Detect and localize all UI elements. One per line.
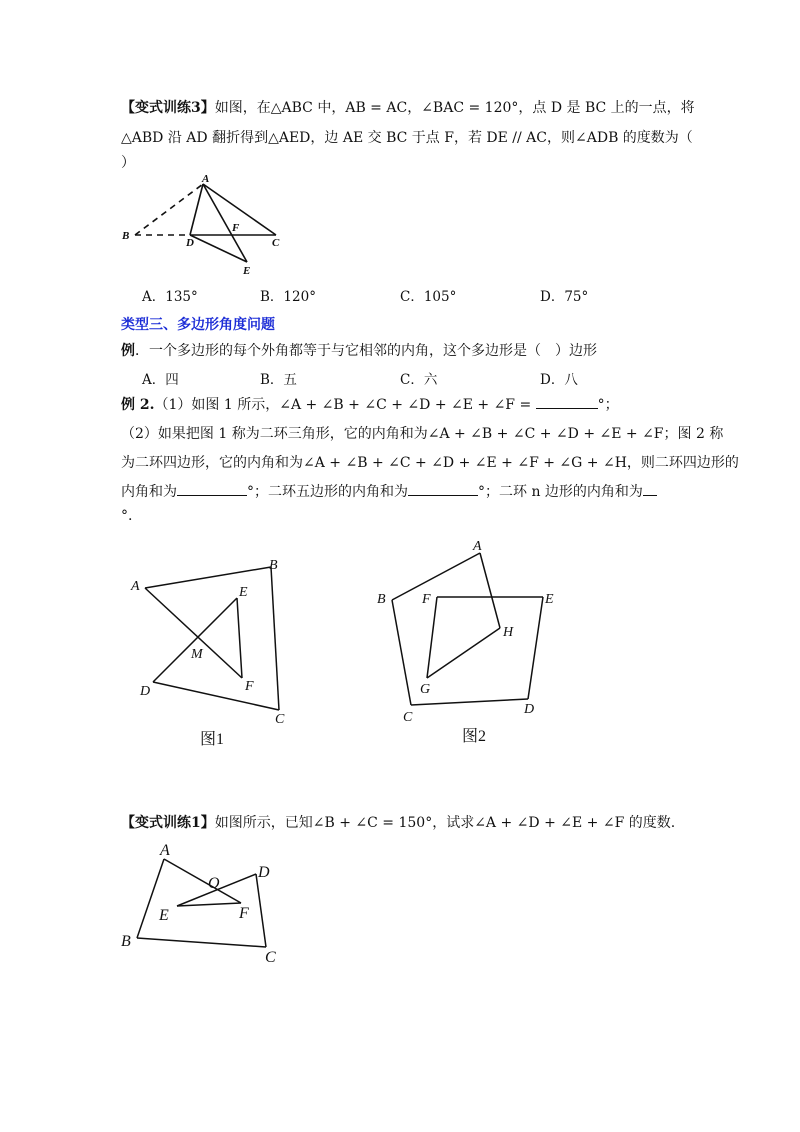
t1-label-f: F [239,905,249,922]
fig2-segment-ba [392,553,480,600]
problem3-option-c-letter: C． [400,289,424,305]
example1-option-a-letter: A． [142,372,166,388]
fig2-label-e: E [545,592,554,607]
example2-part2-line3c: °；二环 n 边形的内角和为 [478,484,643,500]
t1-label-b: B [121,933,131,950]
t1-segment-cd [256,874,266,947]
fig2-segment-ah [480,553,500,628]
problem3-text-line1: 如图，在△ABC 中，AB = AC，∠BAC = 120°，点 D 是 BC 上的一点，将 [214,100,695,116]
training1-bracket-open: 【 [121,815,135,831]
problem3-label-e: E [243,265,251,277]
example1-label: 例 [121,343,135,359]
t1-label-a: A [160,842,170,859]
problem3-option-b[interactable] [260,285,316,305]
example2-part2-line3 [121,481,657,503]
fig1-label-c: C [275,712,285,727]
example2-quad-answer-blank[interactable] [177,481,247,496]
fig1-segment-ef [237,598,242,678]
problem3-option-a-value: 135° [165,289,198,305]
example1-option-d-value: 八 [564,372,578,388]
example2-part2-line4: °. [121,508,133,524]
fig2-label-a: A [473,539,482,554]
problem3-segment-ae [203,184,247,262]
problem3-bracket-close: 】 [200,100,215,116]
training1-figure [115,838,300,968]
example1-option-a[interactable] [142,368,179,388]
training1-question [121,812,675,834]
t1-label-o: O [208,875,220,892]
fig1-segment-cd [153,682,279,710]
problem3-option-b-letter: B． [260,289,284,305]
t1-segment-ab [137,859,164,938]
section-heading: 类型三、多边形角度问题 [121,317,275,333]
example1-text: ．一个多边形的每个外角都等于与它相邻的内角，这个多边形是（ ）边形 [135,343,597,359]
problem3-option-a[interactable] [142,285,198,305]
problem3-tag: 变式训练3 [135,100,201,116]
t1-label-d: D [258,864,270,881]
fig2-label-h: H [503,625,514,640]
fig2-segment-ed [528,597,543,699]
example2-part2-line1: （2）如果把图 1 称为二环三角形，它的内角和为∠A + ∠B + ∠C + ∠D + ∠E + ∠F；图 2 称 [121,426,724,442]
example1-option-b-letter: B． [260,372,284,388]
t1-label-e: E [159,907,169,924]
example1-option-d-letter: D． [540,372,565,388]
problem3-option-d-letter: D． [540,289,565,305]
problem3-segment-de [190,235,247,262]
fig1-segment-ab [145,567,271,588]
problem3-label-d: D [186,237,194,249]
fig2-segment-dc [411,699,528,705]
example2-label: 例 2. [121,397,155,413]
problem3-line3: ） [121,155,135,171]
problem3-bracket-open: 【 [121,100,135,116]
fig1-label-b: B [269,558,278,573]
problem3-label-b: B [122,230,130,242]
fig2-label-b: B [377,592,386,607]
fig1-label-d: D [140,684,151,699]
training1-tag: 变式训练1 [135,815,201,831]
problem3-option-a-letter: A． [142,289,166,305]
example2-part2-line2: 为二环四边形，它的内角和为∠A + ∠B + ∠C + ∠D + ∠E + ∠F + ∠G + ∠H，则二环四边形的 [121,455,739,471]
example2-part1 [121,394,619,416]
example2-part2-line3a: 内角和为 [121,484,177,500]
example1-option-c[interactable] [400,368,437,388]
example2-penta-answer-blank[interactable] [408,481,478,496]
fig1-segment-de [153,598,237,682]
problem3-segment-ac [203,184,276,235]
problem3-label-c: C [272,237,280,249]
problem3-option-b-value: 120° [283,289,316,305]
fig1-label-e: E [239,585,248,600]
fig2-segment-hg [427,628,500,678]
fig2-label-d: D [524,702,535,717]
fig2-segment-gf [427,597,437,678]
training1-text: 如图所示，已知∠B + ∠C = 150°，试求∠A + ∠D + ∠E + ∠F 的度数. [214,815,676,831]
example2-figure2 [370,535,570,750]
fig2-label-f: F [422,592,431,607]
fig1-label-m: M [191,647,203,662]
example1-option-b-value: 五 [283,372,297,388]
example1-option-d[interactable] [540,368,578,388]
example1-option-a-value: 四 [165,372,179,388]
fig1-segment-bc [271,567,279,710]
example2-figure1 [125,555,305,750]
t1-label-c: C [265,949,276,966]
problem3-segment-ba [135,184,203,235]
training1-bracket-close: 】 [200,815,215,831]
example2-part1-prefix: （1）如图 1 所示，∠A + ∠B + ∠C + ∠D + ∠E + ∠F = [154,397,532,413]
example1-option-c-letter: C． [400,372,424,388]
problem3-figure [110,172,310,282]
problem3-line1 [121,97,695,119]
example1-option-c-value: 六 [423,372,438,388]
example2-part2-line3b: °；二环五边形的内角和为 [247,484,408,500]
example1-question [121,340,597,362]
fig2-caption: 图2 [462,728,487,745]
problem3-label-f: F [232,222,240,234]
fig2-label-c: C [403,710,413,725]
problem3-label-a: A [202,173,210,185]
t1-segment-fe [177,903,241,906]
problem3-option-d[interactable] [540,285,588,305]
problem3-line2: △ABD 沿 AD 翻折得到△AED，边 AE 交 BC 于点 F，若 DE // AC，则∠ADB 的度数为（ [121,130,693,146]
fig2-segment-cb [392,600,411,705]
example1-option-b[interactable] [260,368,297,388]
problem3-option-c-value: 105° [423,289,457,305]
fig1-label-a: A [131,579,140,594]
example2-part1-suffix: °； [597,397,619,413]
fig1-caption: 图1 [200,731,225,748]
fig1-segment-af [145,588,242,678]
example2-n-answer-blank[interactable] [643,481,657,496]
example2-part1-answer-blank[interactable] [536,394,598,409]
problem3-option-d-value: 75° [564,289,589,305]
fig2-label-g: G [420,682,431,697]
fig1-label-f: F [245,679,254,694]
problem3-option-c[interactable] [400,285,456,305]
t1-segment-bc [137,938,266,947]
